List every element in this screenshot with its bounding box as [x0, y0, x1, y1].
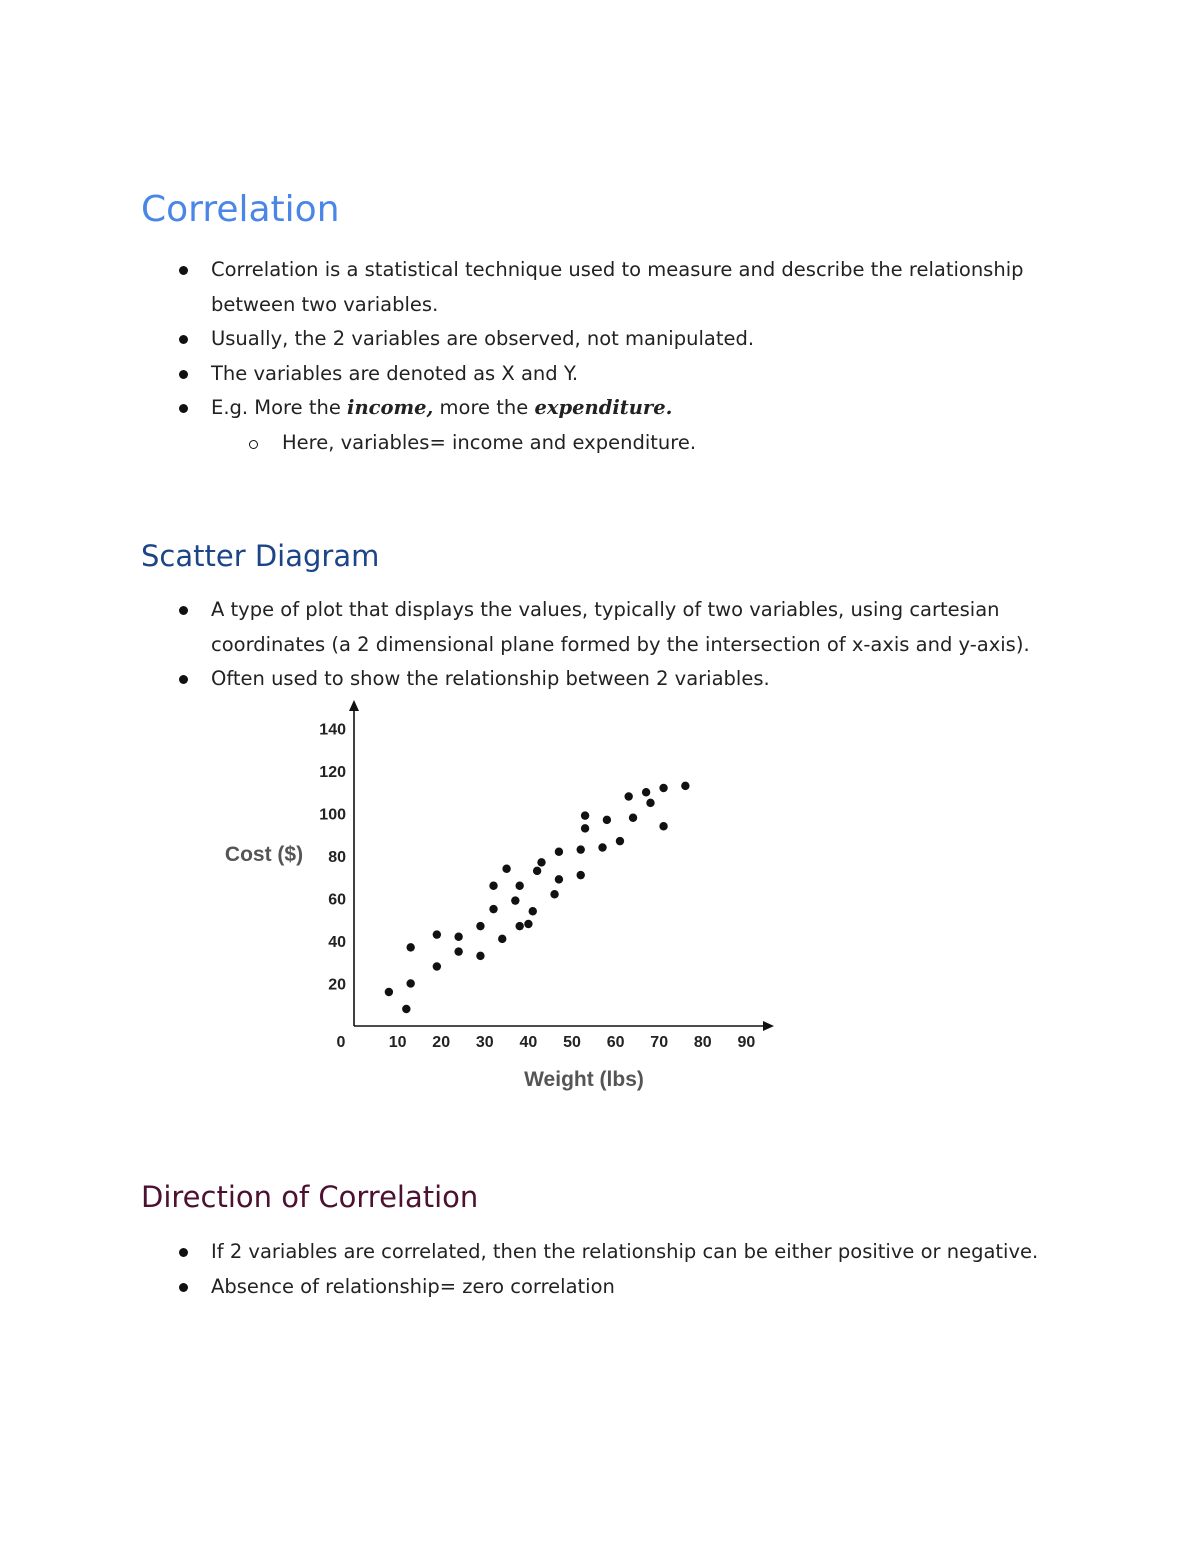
list-item-text: Here, variables= income and expenditure.	[282, 430, 697, 454]
data-point	[489, 882, 497, 890]
data-point	[629, 814, 637, 822]
list-item-text: If 2 variables are correlated, then the relationship can be either positive or negative.	[211, 1240, 1039, 1263]
x-tick-label: 50	[563, 1034, 581, 1051]
x-tick-label: 80	[693, 1034, 712, 1051]
list-item-text: Correlation is a statistical technique used to measure and describe the relationship between two variables.	[211, 258, 1024, 316]
list-item	[0, 593, 1200, 662]
list-item	[0, 253, 1200, 322]
data-point	[515, 922, 523, 930]
data-point	[642, 788, 650, 796]
list-item	[0, 1270, 1200, 1305]
data-point	[489, 905, 497, 913]
heading-direction-of-correlation: Direction of Correlation	[141, 1180, 479, 1214]
example-prefix: E.g. More the	[211, 396, 348, 420]
bullet-icon	[179, 606, 188, 615]
y-tick-label: 140	[319, 721, 346, 739]
hollow-bullet-icon	[249, 440, 258, 449]
x-tick-label: 90	[737, 1034, 756, 1051]
list-item	[0, 391, 1200, 426]
list-item	[0, 322, 1200, 357]
y-tick-label: 100	[319, 806, 346, 824]
x-tick-label: 40	[519, 1034, 538, 1051]
correlation-list	[0, 253, 1200, 461]
data-point	[402, 1005, 410, 1013]
list-item-text	[211, 391, 1071, 426]
data-point	[603, 816, 611, 824]
data-point	[616, 837, 624, 845]
x-tick-label: 70	[650, 1034, 669, 1051]
x-tick-label: 10	[388, 1034, 407, 1051]
data-point	[433, 930, 441, 938]
data-point	[529, 907, 537, 915]
data-point	[511, 896, 519, 904]
data-point	[646, 799, 654, 807]
y-tick-label: 80	[328, 849, 346, 866]
list-item-text: The variables are denoted as X and Y.	[211, 361, 579, 385]
data-point	[515, 882, 523, 890]
y-tick-label: 120	[319, 764, 346, 781]
data-point	[476, 952, 484, 960]
y-tick-label: 40	[328, 934, 346, 951]
bullet-icon	[179, 335, 188, 344]
data-point	[476, 922, 484, 930]
bullet-icon	[179, 370, 188, 379]
data-point	[533, 867, 541, 875]
x-axis-arrow-icon	[763, 1021, 774, 1031]
data-point	[659, 784, 667, 792]
example-mid: more the	[433, 396, 535, 420]
bullet-icon	[179, 675, 188, 684]
data-point	[581, 811, 589, 819]
bullet-icon	[179, 1248, 188, 1257]
y-axis-label: Cost ($)	[224, 843, 304, 866]
list-item-text: Absence of relationship= zero correlation	[211, 1274, 615, 1298]
data-point	[577, 871, 585, 879]
data-point	[454, 933, 462, 941]
scatter-chart	[200, 695, 800, 1105]
data-point	[385, 988, 393, 996]
list-item-text: A type of plot that displays the values, typically of two variables, using cartesian coordinates (a 2 dimensional plane formed by the intersection of x-axis and y-axis).	[211, 598, 1030, 656]
direction-list	[0, 1235, 1200, 1304]
data-point	[498, 935, 506, 943]
data-point	[524, 920, 532, 928]
x-tick-label: 60	[606, 1034, 625, 1051]
data-point	[581, 824, 589, 832]
origin-label: 0	[336, 1034, 346, 1051]
data-point	[555, 848, 563, 856]
data-point	[624, 792, 632, 800]
emphasis-income: income,	[347, 396, 434, 420]
list-item	[0, 1235, 1200, 1270]
x-tick-label: 30	[475, 1034, 494, 1051]
data-point	[550, 890, 558, 898]
list-item	[0, 662, 1200, 697]
bullet-icon	[179, 1283, 188, 1292]
data-point	[681, 782, 689, 790]
heading-scatter-diagram: Scatter Diagram	[141, 539, 380, 573]
x-axis-label: Weight (lbs)	[524, 1068, 644, 1091]
y-tick-label: 20	[328, 976, 346, 994]
data-point	[555, 875, 563, 883]
list-item-text: Often used to show the relationship between 2 variables.	[211, 667, 770, 691]
data-point	[454, 947, 462, 955]
list-item-text: Usually, the 2 variables are observed, not manipulated.	[211, 327, 755, 351]
scatter-list	[0, 593, 1200, 697]
data-point	[406, 979, 414, 987]
chart-points	[385, 782, 690, 1014]
data-point	[598, 843, 606, 851]
x-tick-label: 20	[432, 1034, 451, 1051]
list-item	[0, 357, 1200, 392]
y-tick-label: 60	[328, 891, 346, 909]
emphasis-expenditure: expenditure.	[534, 396, 673, 420]
data-point	[537, 858, 545, 866]
sub-list-item	[0, 426, 1200, 461]
heading-correlation: Correlation	[141, 189, 340, 230]
chart-ticks	[319, 722, 755, 1052]
y-axis-arrow-icon	[349, 700, 359, 711]
bullet-icon	[179, 266, 188, 275]
data-point	[659, 822, 667, 830]
bullet-icon	[179, 404, 188, 413]
data-point	[433, 962, 441, 970]
data-point	[577, 845, 585, 853]
data-point	[502, 865, 510, 873]
data-point	[406, 943, 414, 951]
